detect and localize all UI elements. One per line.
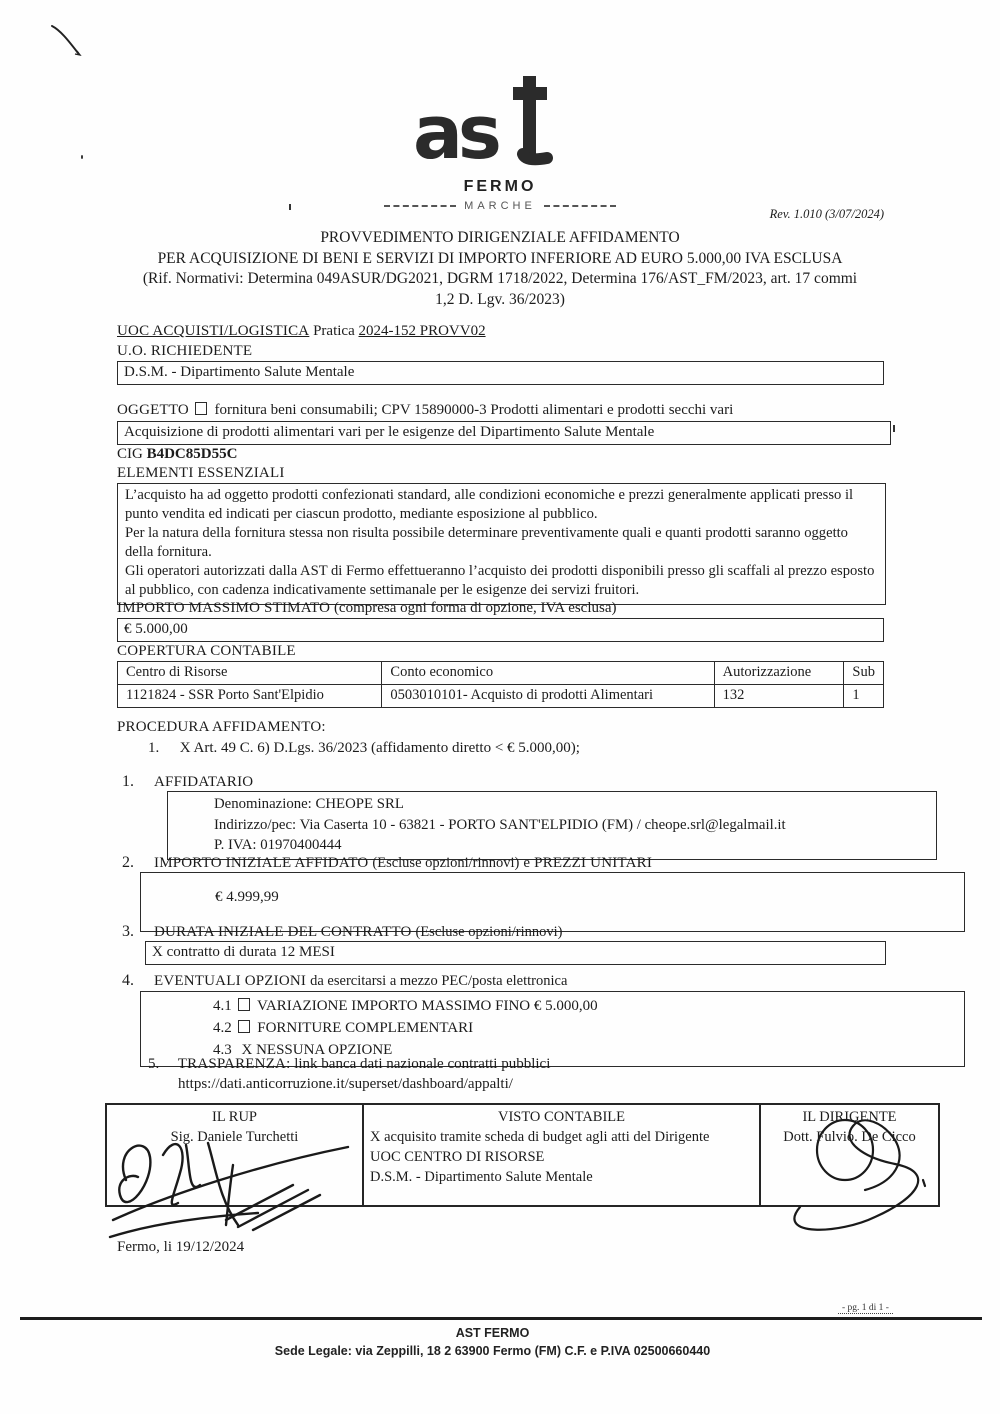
section-note: (Escluse opzioni/rinnovi): [372, 855, 520, 871]
elementi-label: ELEMENTI ESSENZIALI: [117, 465, 285, 481]
checkbox-empty-icon: [195, 402, 207, 415]
elementi-paragraph: Gli operatori autorizzati dalla AST di Fermo effettueranno l’acquisto dei prodotti disponibili presso gli scaffali al prezzo esposto al pubblico, con cadenza indicativamente settimanale per le esigenze dei servizi fruitori.: [125, 563, 875, 598]
table-header-row: [118, 662, 884, 685]
affidatario-piva: P. IVA: 01970400444: [214, 837, 342, 853]
importo-massimo-label-line: [117, 599, 617, 618]
opzioni-item-text: FORNITURE COMPLEMENTARI: [257, 1020, 474, 1036]
richiedente-label: U.O. RICHIEDENTE: [117, 343, 253, 359]
header-autorizzazione: Autorizzazione: [714, 662, 844, 685]
title-line-1: PROVVEDIMENTO DIRIGENZIALE AFFIDAMENTO: [320, 229, 680, 246]
opzioni-item-number: 4.3: [213, 1042, 232, 1058]
rup-name: Sig. Daniele Turchetti: [170, 1129, 299, 1145]
copertura-label: COPERTURA CONTABILE: [117, 643, 296, 659]
section-title-tail: e PREZZI UNITARI: [523, 855, 653, 871]
elementi-paragraph: L’acquisto ha ad oggetto prodotti confezionati standard, alle condizioni economiche e prezzi generalmente applicati presso il punto vendita ed indicati per ciascun prodotto, mediante esposizione al pubblico.: [125, 487, 854, 522]
checkbox-empty-icon: [238, 1020, 250, 1033]
pratica-value: 2024-152 PROVV02: [358, 323, 486, 339]
title-line-3: (Rif. Normativi: Determina 049ASUR/DG2021, DGRM 1718/2022, Determina 176/AST_FM/2023, art. 17 commi: [142, 270, 858, 287]
elementi-paragraph: Per la natura della fornitura stessa non risulta possibile determinare preventivamente quali e quanti prodotti saranno oggetto della fornitura.: [125, 525, 848, 560]
visto-title: VISTO CONTABILE: [497, 1109, 626, 1125]
importo-massimo-box: € 5.000,00: [117, 618, 884, 642]
opzioni-item-number: 4.1: [213, 998, 232, 1014]
table-row: [118, 685, 884, 708]
footer-address: Sede Legale: via Zeppilli, 18 2 63900 Fermo (FM) C.F. e P.IVA 02500660440: [274, 1344, 711, 1358]
document-title: [60, 228, 940, 310]
trasparenza-link: https://dati.anticorruzione.it/superset/dashboard/appalti/: [178, 1076, 513, 1092]
section-durata-header: [122, 923, 562, 941]
affidatario-box: [167, 791, 937, 860]
section-number: 1.: [122, 773, 134, 790]
copertura-table: [117, 661, 884, 708]
cell-autorizzazione: 132: [714, 685, 844, 708]
section-affidatario-header: [122, 773, 253, 791]
opzioni-item-number: 4.2: [213, 1020, 232, 1036]
visto-cell: [363, 1104, 760, 1206]
cell-centro-di-risorse: 1121824 - SSR Porto Sant'Elpidio: [118, 685, 382, 708]
date-line: Fermo, li 19/12/2024: [117, 1239, 245, 1255]
importo-massimo-note: (compresa ogni forma di opzione, IVA esclusa): [333, 600, 617, 616]
oggetto-desc: fornitura beni consumabili; CPV 15890000-3 Prodotti alimentari e prodotti secchi vari: [214, 402, 734, 418]
pen-mark: [40, 18, 100, 68]
affidatario-indirizzo: Indirizzo/pec: Via Caserta 10 - 63821 - PORTO SANT'ELPIDIO (FM) / cheope.srl@legalmail.it: [214, 816, 786, 833]
logo: [0, 74, 1000, 212]
cell-conto-economico: 0503010101- Acquisto di prodotti Alimentari: [382, 685, 714, 708]
section-importo-iniziale-header: [122, 854, 652, 872]
oggetto-box: Acquisizione di prodotti alimentari vari per le esigenze del Dipartimento Salute Mentale: [117, 421, 891, 445]
dirigente-signature: [745, 1112, 945, 1247]
affidatario-denominazione: Denominazione: CHEOPE SRL: [214, 796, 404, 812]
dirigente-title: IL DIRIGENTE: [802, 1109, 897, 1125]
oggetto-label: OGGETTO: [117, 402, 189, 418]
opzioni-item-text: VARIAZIONE IMPORTO MASSIMO FINO € 5.000,00: [256, 998, 598, 1014]
section-number: 5.: [148, 1056, 160, 1072]
dirigente-name: Dott. Fulvio. De Cicco: [783, 1129, 916, 1145]
scan-speck: [893, 425, 895, 432]
title-line-4: 1,2 D. Lgv. 36/2023): [435, 290, 565, 308]
section-title-tail: da esercitarsi a mezzo PEC/posta elettronica: [310, 973, 568, 989]
logo-brand-text: as: [413, 90, 497, 176]
section-note: (Escluse opzioni/rinnovi): [415, 924, 563, 940]
cig-value: B4DC85D55C: [146, 446, 238, 462]
revision-note: Rev. 1.010 (3/07/2024): [769, 207, 884, 221]
section-title: EVENTUALI OPZIONI: [154, 973, 307, 989]
uoc-label: UOC ACQUISTI/LOGISTICA: [117, 323, 310, 339]
section-title: DURATA INIZIALE DEL CONTRATTO: [154, 924, 412, 940]
procedura-item: [148, 739, 878, 758]
header-sub: Sub: [844, 662, 884, 685]
importo-massimo-label: IMPORTO MASSIMO STIMATO: [117, 600, 331, 616]
header-conto-economico: Conto economico: [382, 662, 714, 685]
section-opzioni-header: [122, 972, 567, 990]
uoc-line: [117, 322, 884, 341]
rup-title: IL RUP: [212, 1109, 257, 1125]
visto-line-1: X acquisito tramite scheda di budget agli atti del Dirigente: [370, 1129, 710, 1145]
checkbox-empty-icon: [238, 998, 250, 1011]
dash-left: [384, 205, 456, 207]
procedura-item-number: 1.: [148, 740, 160, 756]
section-title: AFFIDATARIO: [154, 774, 254, 790]
footer-org: AST FERMO: [455, 1326, 530, 1340]
procedura-item-text: X Art. 49 C. 6) D.Lgs. 36/2023 (affidamento diretto < € 5.000,00);: [179, 740, 580, 756]
section-number: 4.: [122, 972, 134, 989]
opzioni-item-text: X NESSUNA OPZIONE: [241, 1042, 393, 1058]
section-number: 3.: [122, 923, 134, 940]
header-centro-di-risorse: Centro di Risorse: [118, 662, 382, 685]
opzioni-item-2: [213, 1017, 958, 1039]
section-title: TRASPARENZA:: [177, 1056, 291, 1072]
cig-label: CIG: [117, 446, 143, 462]
trasparenza-text: link banca dati nazionale contratti pubblici: [294, 1056, 551, 1072]
logo-region: MARCHE: [464, 200, 536, 212]
copertura-table-wrap: [117, 661, 884, 708]
visto-line-3: D.S.M. - Dipartimento Salute Mentale: [370, 1169, 593, 1185]
section-trasparenza-header: [148, 1055, 550, 1074]
section-number: 2.: [122, 854, 134, 871]
opzioni-item-1: [213, 995, 958, 1017]
section-title: IMPORTO INIZIALE AFFIDATO: [154, 855, 369, 871]
procedura-label: PROCEDURA AFFIDAMENTO:: [117, 719, 326, 735]
visto-line-2: UOC CENTRO DI RISORSE: [370, 1149, 545, 1165]
logo-city: FERMO: [463, 178, 537, 195]
footer-rule: [20, 1317, 982, 1320]
page-indicator: - pg. 1 di 1 -: [838, 1303, 893, 1314]
cig-line: [117, 445, 237, 464]
oggetto-line: [117, 401, 897, 420]
pratica-label: Pratica: [313, 323, 355, 339]
title-line-2: PER ACQUISIZIONE DI BENI E SERVIZI DI IMPORTO INFERIORE AD EURO 5.000,00 IVA ESCLUSA: [157, 249, 843, 267]
ast-logo-icon: [405, 74, 595, 176]
importo-iniziale-box: € 4.999,99: [140, 872, 965, 932]
durata-box: X contratto di durata 12 MESI: [145, 941, 886, 965]
richiedente-box: D.S.M. - Dipartimento Salute Mentale: [117, 361, 884, 385]
cell-sub: 1: [844, 685, 884, 708]
elementi-box: [117, 483, 886, 605]
rup-signature: [108, 1125, 388, 1240]
